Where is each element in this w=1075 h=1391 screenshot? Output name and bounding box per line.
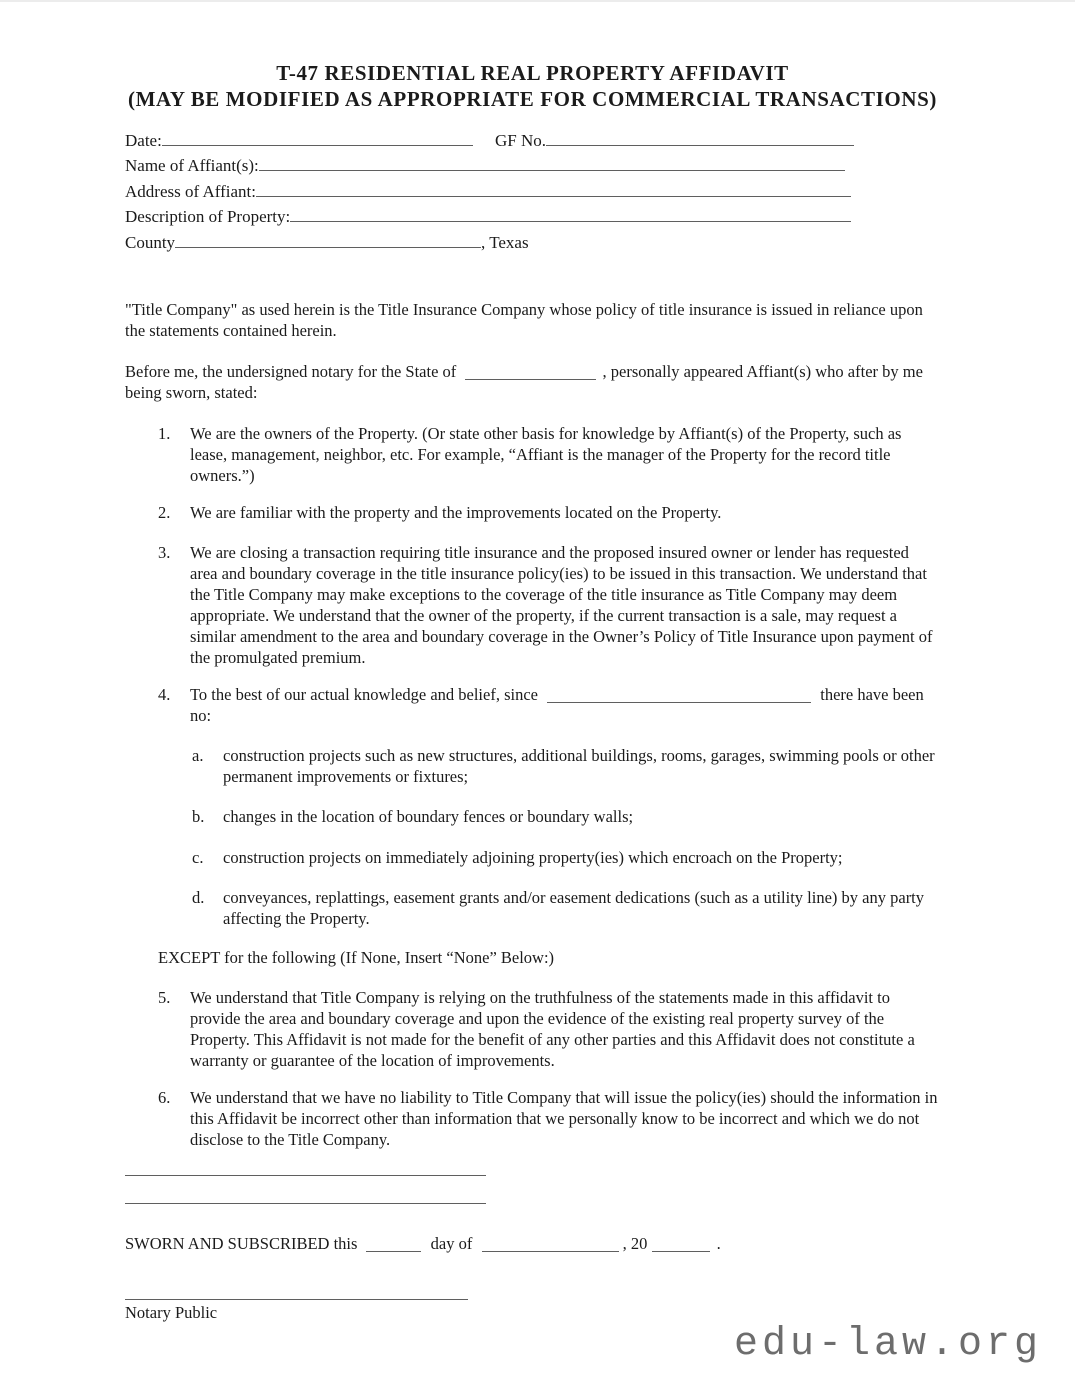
list-item-2 bbox=[125, 502, 940, 523]
list-item-4-text bbox=[190, 684, 940, 726]
county-input-line[interactable] bbox=[175, 247, 481, 248]
affiant-address-input-line[interactable] bbox=[256, 196, 851, 197]
gf-no-input-line[interactable] bbox=[546, 145, 854, 146]
county-field bbox=[125, 233, 940, 258]
affiant-address-field bbox=[125, 182, 851, 207]
list-item-6-number: 6. bbox=[158, 1087, 171, 1107]
notary-paragraph-pre: Before me, the undersigned notary for the State of bbox=[125, 361, 457, 381]
list-item-1 bbox=[125, 423, 940, 486]
sworn-day-input-line[interactable] bbox=[366, 1250, 421, 1252]
list-item-6 bbox=[125, 1087, 940, 1150]
list-item-6-text: We understand that we have no liability to Title Company that will issue the policy(ies) should the information in this Affidavit be incorrect other than information that we personally know to be incorrect and which we do not disclose to the Title Company. bbox=[190, 1087, 938, 1149]
list-item-5 bbox=[125, 987, 940, 1071]
affiant-signature-line-1[interactable] bbox=[125, 1175, 486, 1176]
document-content bbox=[125, 2, 940, 1323]
texas-suffix: , Texas bbox=[481, 232, 529, 252]
list-item-4-number: 4. bbox=[158, 684, 171, 704]
property-description-input-line[interactable] bbox=[290, 221, 851, 222]
sworn-line bbox=[125, 1233, 940, 1254]
notary-public-label: Notary Public bbox=[125, 1302, 218, 1322]
property-description-field bbox=[125, 207, 851, 232]
sub-item-c bbox=[125, 847, 940, 868]
notary-paragraph-post: , personally appeared Affiant(s) who after by me being sworn, stated: bbox=[125, 361, 923, 402]
date-label: Date: bbox=[125, 131, 162, 150]
sub-item-c-letter: c. bbox=[192, 847, 204, 867]
list-item-2-number: 2. bbox=[158, 502, 171, 522]
page-title bbox=[125, 60, 940, 112]
list-item-2-text: We are familiar with the property and the improvements located on the Property. bbox=[190, 502, 722, 522]
sub-item-b-text: changes in the location of boundary fences or boundary walls; bbox=[223, 806, 634, 826]
sworn-month-input-line[interactable] bbox=[482, 1250, 619, 1252]
gf-no-field bbox=[495, 131, 854, 151]
affiant-signature-line-2[interactable] bbox=[125, 1203, 486, 1204]
sworn-pre: SWORN AND SUBSCRIBED this bbox=[125, 1233, 358, 1253]
sub-item-d-text: conveyances, replattings, easement grants and/or easement dedications (such as a utility line) by any party affecting the Property. bbox=[223, 887, 925, 928]
list-item-3 bbox=[125, 542, 940, 668]
sub-item-b-letter: b. bbox=[192, 806, 205, 826]
list-item-3-number: 3. bbox=[158, 542, 171, 562]
sub-item-d-letter: d. bbox=[192, 887, 205, 907]
sub-item-a-text: construction projects such as new structures, additional buildings, rooms, garages, swimming pools or other permanent improvements or fixtures; bbox=[223, 745, 935, 786]
except-line: EXCEPT for the following (If None, Insert “None” Below:) bbox=[158, 947, 555, 967]
affiant-name-label: Name of Affiant(s): bbox=[125, 156, 259, 176]
date-field bbox=[125, 131, 473, 151]
date-gf-row bbox=[125, 131, 854, 156]
notary-paragraph bbox=[125, 361, 940, 403]
list-item-1-text: We are the owners of the Property. (Or state other basis for knowledge by Affiant(s) of the Property, such as lease, management, neighbor, etc. For example, “Affiant is the manager of the Property for the record title owners.”) bbox=[190, 423, 902, 485]
sub-item-a bbox=[125, 745, 940, 787]
title-line-1: T-47 RESIDENTIAL REAL PROPERTY AFFIDAVIT bbox=[276, 61, 789, 85]
list-item-4-pre: To the best of our actual knowledge and belief, since bbox=[190, 684, 538, 704]
list-item-5-number: 5. bbox=[158, 987, 171, 1007]
list-item-4 bbox=[125, 684, 940, 726]
title-line-2: (MAY BE MODIFIED AS APPROPRIATE FOR COMMERCIAL TRANSACTIONS) bbox=[128, 87, 937, 111]
sub-item-a-letter: a. bbox=[192, 745, 204, 765]
notary-signature-line[interactable] bbox=[125, 1299, 468, 1300]
county-label: County bbox=[125, 232, 176, 252]
sworn-year-prefix: , 20 bbox=[622, 1233, 648, 1253]
header-fields bbox=[125, 131, 940, 258]
sworn-day-of: day of bbox=[430, 1233, 473, 1253]
sub-item-d bbox=[125, 887, 940, 929]
gf-no-label: GF No. bbox=[495, 131, 547, 150]
list-item-4-post: there have been no: bbox=[190, 684, 924, 725]
list-item-3-text: We are closing a transaction requiring title insurance and the proposed insured owner or lender has requested area and boundary coverage in the title insurance policy(ies) to be issued in this transaction. We understand that the Title Company may make exceptions to the coverage of the title insurance as Title Company may deem appropriate. We understand that the owner of the property, if the current transaction is a sale, may request a similar amendment to the area and boundary coverage in the Owner’s Policy of Title Insurance upon payment of the promulgated premium. bbox=[190, 542, 933, 667]
title-company-paragraph: "Title Company" as used herein is the Title Insurance Company whose policy of title insurance is issued in reliance upon the statements contained herein. bbox=[125, 299, 923, 340]
affiant-name-field bbox=[125, 156, 845, 181]
affiant-address-label: Address of Affiant: bbox=[125, 181, 256, 201]
state-input-line[interactable] bbox=[465, 378, 596, 380]
date-input-line[interactable] bbox=[162, 145, 473, 146]
property-description-label: Description of Property: bbox=[125, 207, 291, 227]
county-cell bbox=[125, 233, 481, 253]
sworn-year-input-line[interactable] bbox=[652, 1250, 710, 1252]
edu-law-watermark: edu-law.org bbox=[733, 1322, 1042, 1367]
sub-item-c-text: construction projects on immediately adjoining property(ies) which encroach on the Property; bbox=[223, 847, 843, 867]
list-item-5-text: We understand that Title Company is relying on the truthfulness of the statements made in this affidavit to provide the area and boundary coverage and upon the evidence of the existing real property survey of the Property. This Affidavit is not made for the benefit of any other parties and this Affidavit does not constitute a warranty or guarantee of the location of improvements. bbox=[190, 987, 915, 1070]
sub-item-b bbox=[125, 806, 940, 827]
sworn-period: . bbox=[716, 1233, 721, 1253]
affiant-name-input-line[interactable] bbox=[259, 170, 845, 171]
list-item-1-number: 1. bbox=[158, 423, 171, 443]
since-date-input-line[interactable] bbox=[547, 701, 811, 703]
